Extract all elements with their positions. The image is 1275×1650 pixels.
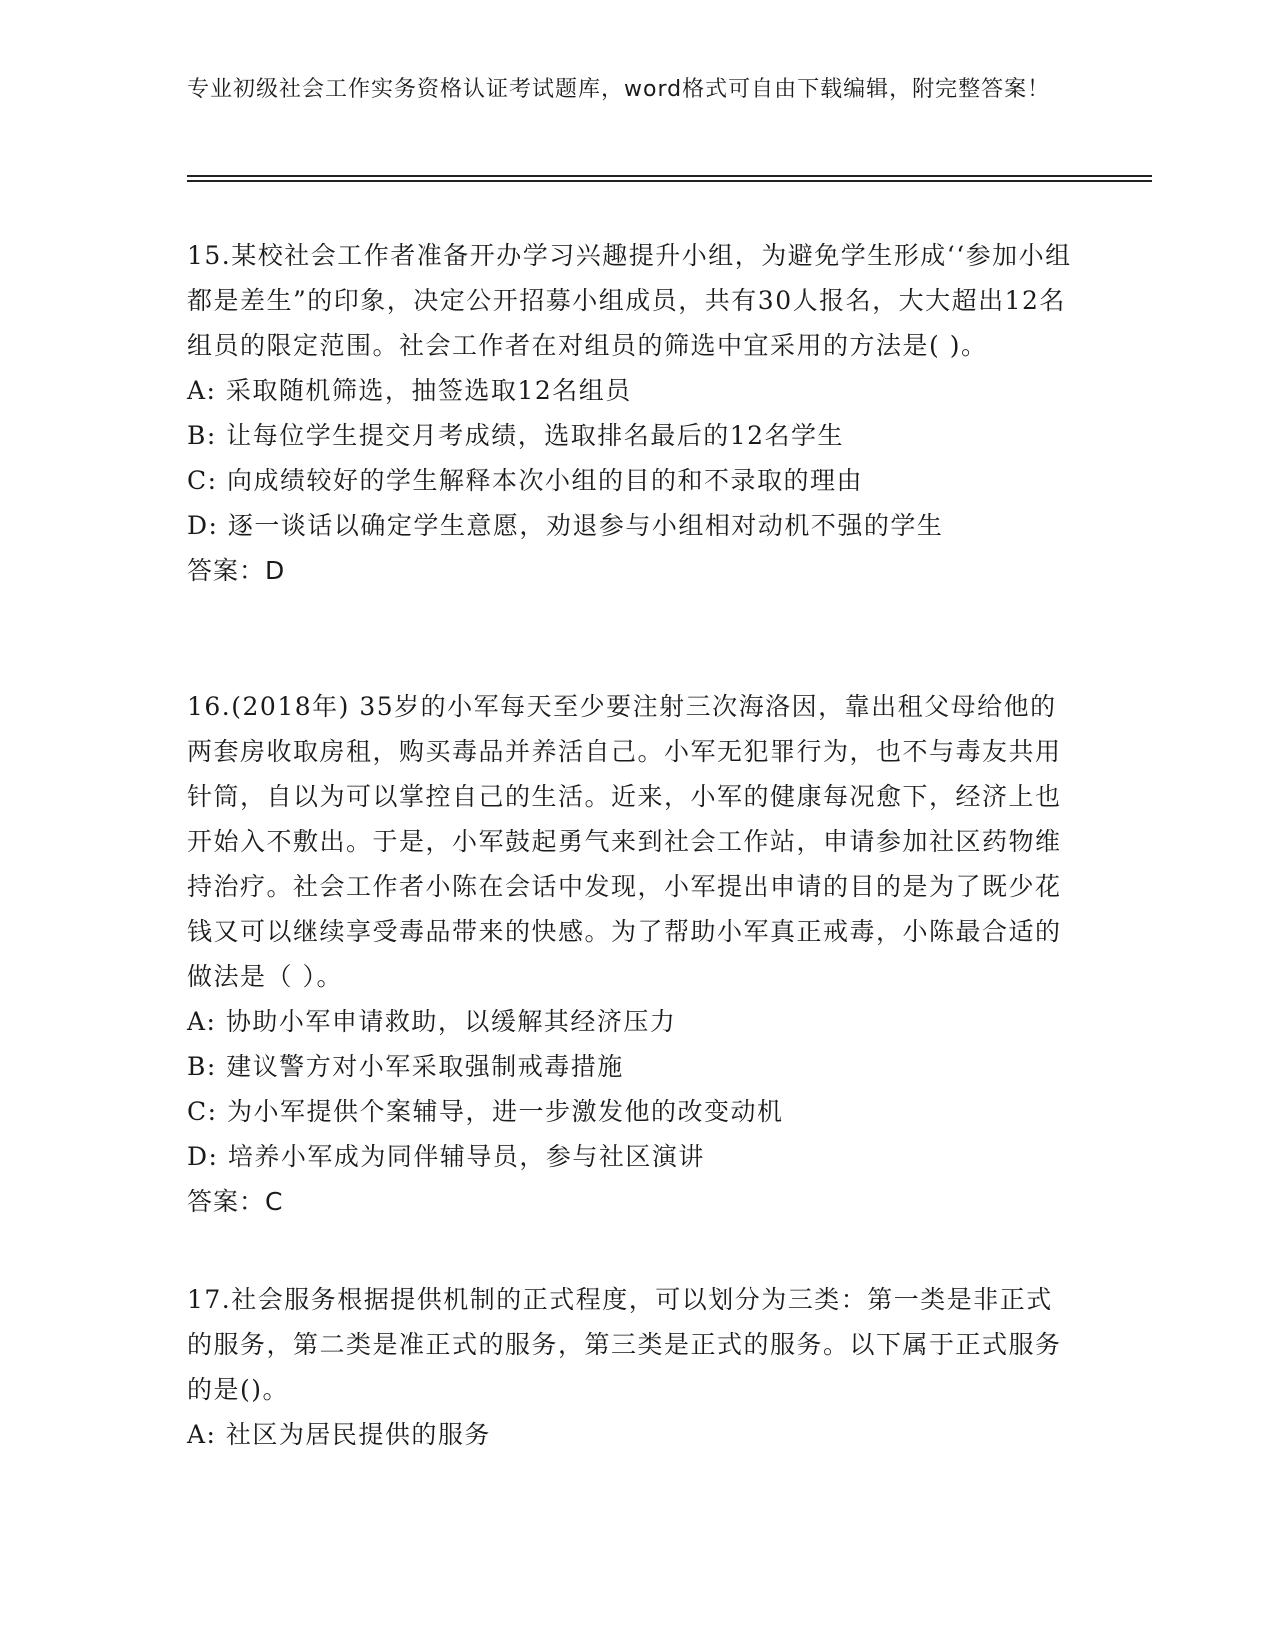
document-header: 专业初级社会工作实务资格认证考试题库，word格式可自由下载编辑，附完整答案！ <box>187 77 1051 102</box>
option-a: A: 采取随机筛选，抽签选取12名组员 <box>187 376 632 405</box>
question-15 <box>187 233 1072 593</box>
option-a: A: 社区为居民提供的服务 <box>187 1420 491 1449</box>
question-stem: 15.某校社会工作者准备开办学习兴趣提升小组，为避免学生形成‘‘参加小组都是差生”的印象，决定公开招募小组成员，共有30人报名，大大超出12名组员的限定范围。社会工作者在对组员的筛选中宜采用的方法是( )。 <box>187 241 1072 360</box>
option-d: D: 培养小军成为同伴辅导员，参与社区演讲 <box>187 1142 705 1171</box>
answer: 答案：C <box>187 1187 284 1216</box>
option-b: B: 建议警方对小军采取强制戒毒措施 <box>187 1052 624 1081</box>
option-c: C: 向成绩较好的学生解释本次小组的目的和不录取的理由 <box>187 466 864 495</box>
option-c: C: 为小军提供个案辅导，进一步激发他的改变动机 <box>187 1097 784 1126</box>
header-divider-bottom <box>187 180 1152 182</box>
option-b: B: 让每位学生提交月考成绩，选取排名最后的12名学生 <box>187 421 845 450</box>
option-d: D: 逐一谈话以确定学生意愿，劝退参与小组相对动机不强的学生 <box>187 511 944 540</box>
question-16 <box>187 684 1072 1224</box>
answer: 答案：D <box>187 556 286 585</box>
option-a: A: 协助小军申请救助，以缓解其经济压力 <box>187 1007 677 1036</box>
question-stem: 17.社会服务根据提供机制的正式程度，可以划分为三类：第一类是非正式的服务，第二类是准正式的服务，第三类是正式的服务。以下属于正式服务的是()。 <box>187 1285 1062 1404</box>
header-divider-top <box>187 175 1152 177</box>
question-stem: 16.(2018年) 35岁的小军每天至少要注射三次海洛因，靠出租父母给他的两套房收取房租，购买毒品并养活自己。小军无犯罪行为，也不与毒友共用针筒，自以为可以掌控自己的生活。近来，小军的健康每况愈下，经济上也开始入不敷出。于是，小军鼓起勇气来到社会工作站，申请参加社区药物维持治疗。社会工作者小陈在会话中发现，小军提出申请的目的是为了既少花钱又可以继续享受毒品带来的快感。为了帮助小军真正戒毒，小陈最合适的做法是（ ）。 <box>187 692 1062 991</box>
question-17 <box>187 1277 1072 1457</box>
